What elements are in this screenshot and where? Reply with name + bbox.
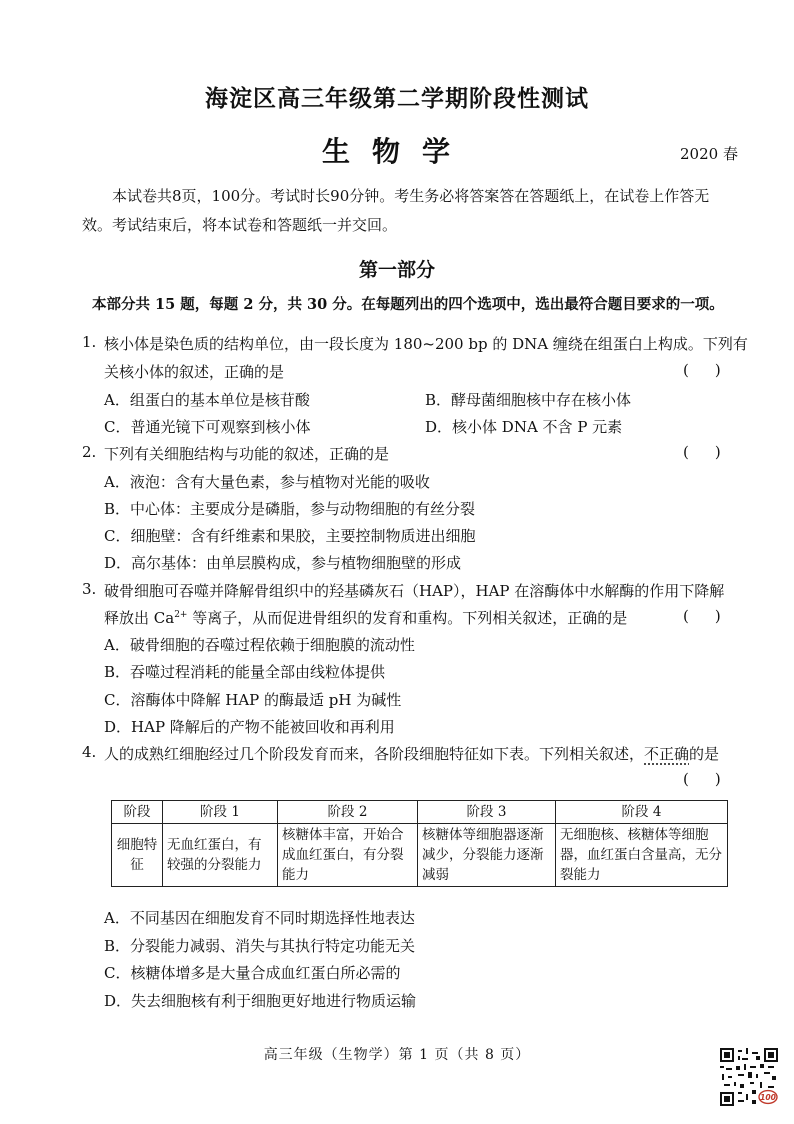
q4-emphasis-not-correct: 不正确	[644, 745, 690, 763]
q1-option-a: A．组蛋白的基本单位是核苷酸	[104, 391, 310, 409]
q2-stem: 下列有关细胞结构与功能的叙述，正确的是	[104, 445, 390, 463]
q4-number: 4.	[82, 743, 97, 761]
exam-title: 海淀区高三年级第二学期阶段性测试	[205, 85, 589, 112]
q1-option-d: D．核小体 DNA 不含 P 元素	[425, 418, 623, 436]
exam-term: 2020 春	[680, 145, 738, 163]
part-title: 第一部分	[358, 259, 435, 281]
stage-table	[111, 800, 728, 887]
q3-number: 3.	[82, 580, 97, 598]
page-footer: 高三年级（生物学）第 1 页（共 8 页）	[263, 1047, 531, 1063]
q3-option-b: B．吞噬过程消耗的能量全部由线粒体提供	[104, 663, 386, 681]
q1-stem-line1: 核小体是染色质的结构单位，由一段长度为 180~200 bp 的 DNA 缠绕在组蛋白上构成。下列有	[104, 335, 748, 353]
q4-answer-blank: ()	[683, 770, 747, 788]
q4-option-c: C．核糖体增多是大量合成血红蛋白所必需的	[104, 964, 401, 982]
q3-stem-line2-a: 释放出 Ca	[104, 609, 175, 627]
q3-option-c: C．溶酶体中降解 HAP 的酶最适 pH 为碱性	[104, 691, 402, 709]
table-header: 阶段 2	[278, 801, 418, 824]
table-row-label: 细胞特征	[112, 824, 163, 887]
q4-stem	[104, 743, 719, 764]
q1-option-c: C．普通光镜下可观察到核小体	[104, 418, 311, 436]
part-instructions: 本部分共 15 题，每题 2 分，共 30 分。在每题列出的四个选项中，选出最符合题目要求的一项。	[92, 296, 724, 313]
table-cell: 核糖体丰富，开始合成血红蛋白，有分裂能力	[278, 824, 418, 887]
table-header: 阶段 1	[163, 801, 278, 824]
table-cell: 核糖体等细胞器逐渐减少，分裂能力逐渐减弱	[418, 824, 556, 887]
q3-answer-blank: ()	[683, 607, 747, 625]
stamp-label: 100	[760, 1093, 776, 1102]
q3-option-a: A．破骨细胞的吞噬过程依赖于细胞膜的流动性	[104, 636, 415, 654]
q2-option-a: A．液泡：含有大量色素，参与植物对光能的吸收	[104, 473, 430, 491]
q2-option-c: C．细胞壁：含有纤维素和果胶，主要控制物质进出细胞	[104, 527, 476, 545]
exam-instructions: 本试卷共8页，100分。考试时长90分钟。考生务必将答案答在答题纸上，在试卷上作答无效。考试结束后，将本试卷和答题纸一并交回。	[82, 187, 710, 234]
q3-stem-line2	[104, 607, 627, 628]
q3-stem-line2-b: 等离子，从而促进骨组织的发育和重构。下列相关叙述，正确的是	[187, 609, 628, 627]
subject-title: 生物学	[321, 135, 472, 168]
q4-option-d: D．失去细胞核有利于细胞更好地进行物质运输	[104, 992, 417, 1010]
q1-stem-line2: 关核小体的叙述，正确的是	[104, 363, 285, 381]
table-cell: 无细胞核、核糖体等细胞器，血红蛋白含量高，无分裂能力	[556, 824, 728, 887]
q4-stem-a: 人的成熟红细胞经过几个阶段发育而来，各阶段细胞特征如下表。下列相关叙述，	[104, 745, 645, 763]
q1-number: 1.	[82, 333, 97, 351]
table-header: 阶段	[112, 801, 163, 824]
q3-stem-line1: 破骨细胞可吞噬并降解骨组织中的羟基磷灰石（HAP），HAP 在溶酶体中水解酶的作用下降解	[104, 582, 725, 600]
table-cell: 无血红蛋白，有较强的分裂能力	[163, 824, 278, 887]
qr-code-icon	[720, 1048, 778, 1106]
q2-option-b: B．中心体：主要成分是磷脂，参与动物细胞的有丝分裂	[104, 500, 476, 518]
q4-option-b: B．分裂能力减弱、消失与其执行特定功能无关	[104, 937, 416, 955]
q4-option-a: A．不同基因在细胞发育不同时期选择性地表达	[104, 909, 415, 927]
q4-stem-b: 的是	[689, 745, 720, 763]
q3-option-d: D．HAP 降解后的产物不能被回收和再利用	[104, 718, 395, 736]
table-header-row	[112, 801, 728, 824]
q2-option-d: D．高尔基体：由单层膜构成，参与植物细胞壁的形成	[104, 554, 462, 572]
q2-answer-blank: ()	[683, 443, 747, 461]
q1-answer-blank: ()	[683, 361, 747, 379]
q3-ion-charge: 2+	[174, 610, 188, 620]
table-row	[112, 824, 728, 887]
q1-option-b: B．酵母菌细胞核中存在核小体	[425, 391, 632, 409]
table-header: 阶段 4	[556, 801, 728, 824]
table-header: 阶段 3	[418, 801, 556, 824]
q2-number: 2.	[82, 443, 97, 461]
